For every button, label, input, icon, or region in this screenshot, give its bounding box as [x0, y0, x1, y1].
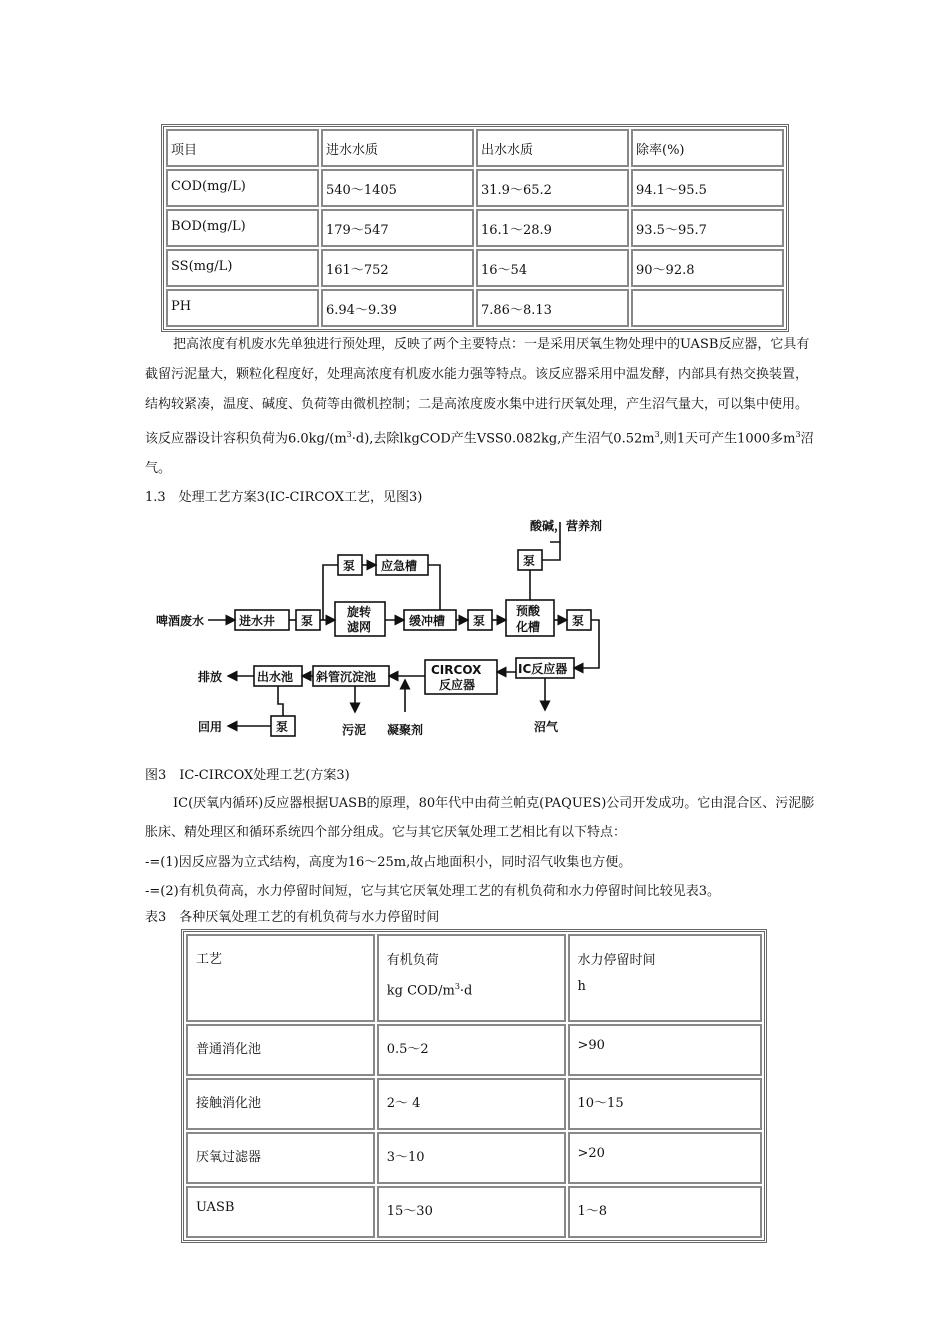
table-cell — [186, 934, 375, 1022]
diagram-label: 应急槽 — [381, 559, 418, 573]
diagram-label: 排放 — [198, 670, 223, 684]
diagram-label: 泵 — [343, 559, 356, 573]
table-cell: >90 — [568, 1024, 763, 1076]
table-row — [166, 289, 784, 327]
header-text: h — [577, 979, 586, 994]
table-cell — [377, 934, 566, 1022]
table-cell: 普通消化池 — [186, 1024, 375, 1076]
table-cell: 1～8 — [568, 1186, 763, 1238]
diagram-label: 泵 — [301, 614, 314, 628]
table-cell: UASB — [186, 1186, 375, 1238]
body-paragraph: IC(厌氧内循环)反应器根据UASB的原理，80年代中由荷兰帕克(PAQUES)公司开发成功。它由混合区、污泥膨胀床、精处理区和循环系统四个部分组成。它与其它厌氧处理工艺相比有以下特点： — [145, 796, 815, 840]
header-text: 水力停留时间 — [577, 953, 656, 968]
table-row — [166, 169, 784, 207]
paragraph-text: ,则1天可产生1000多m — [659, 431, 796, 447]
diagram-label: 沼气 — [534, 720, 559, 734]
table-row — [186, 1024, 762, 1076]
table-cell: 进水水质 — [321, 129, 474, 167]
table-cell: 项目 — [166, 129, 319, 167]
table-cell: 7.86～8.13 — [476, 289, 629, 327]
table-row — [166, 209, 784, 247]
table-cell: 161～752 — [321, 249, 474, 287]
diagram-label: 泵 — [276, 720, 289, 734]
table-cell — [568, 934, 763, 1022]
table-cell: 93.5～95.7 — [631, 209, 784, 247]
diagram-label: 化槽 — [516, 620, 541, 634]
header-text: kg COD/m — [386, 983, 455, 999]
table-cell: SS(mg/L) — [166, 249, 319, 287]
table-cell: 16.1～28.9 — [476, 209, 629, 247]
table-cell: 15～30 — [377, 1186, 566, 1238]
water-quality-table — [161, 124, 789, 332]
table-cell — [631, 289, 784, 327]
diagram-label: 回用 — [198, 720, 223, 734]
table-cell: BOD(mg/L) — [166, 209, 319, 247]
list-item: -=(2)有机负荷高，水力停留时间短，它与其它厌氧处理工艺的有机负荷和水力停留时间比较见表3。 — [145, 884, 720, 899]
section-heading: 1.3 处理工艺方案3(IC-CIRCOX工艺，见图3) — [145, 490, 423, 505]
table-cell: 94.1～95.5 — [631, 169, 784, 207]
table-cell: 540～1405 — [321, 169, 474, 207]
diagram-label: 泵 — [572, 614, 585, 628]
table-cell: 2～ 4 — [377, 1078, 566, 1130]
table-row — [166, 249, 784, 287]
diagram-label: 滤网 — [347, 620, 372, 634]
table-cell: 10～15 — [568, 1078, 763, 1130]
table-cell: 接触消化池 — [186, 1078, 375, 1130]
diagram-label: 反应器 — [439, 678, 476, 692]
header-text: 工艺 — [196, 952, 223, 967]
diagram-label: 预酸 — [516, 604, 541, 618]
diagram-label: 进水井 — [239, 614, 276, 628]
diagram-label: 泵 — [473, 614, 486, 628]
anaerobic-process-table — [181, 929, 767, 1243]
table-cell: 16～54 — [476, 249, 629, 287]
paragraph-text: ·d),去除lkgCOD产生VSS0.082kg,产生沼气0.52m — [351, 431, 655, 447]
superscript: 3 — [346, 430, 352, 439]
table-cell: 6.94～9.39 — [321, 289, 474, 327]
table-cell: 除率(%) — [631, 129, 784, 167]
superscript: 3 — [795, 430, 801, 439]
paragraph-text: 沼气。 — [145, 431, 814, 477]
table-cell: 0.5～2 — [377, 1024, 566, 1076]
table-cell: 90～92.8 — [631, 249, 784, 287]
body-paragraph — [145, 330, 817, 484]
diagram-label: 泵 — [523, 554, 536, 568]
diagram-label: CIRCOX — [431, 663, 482, 677]
diagram-label: 缓冲槽 — [409, 614, 446, 628]
superscript: 3 — [654, 430, 660, 439]
table-row — [186, 1186, 762, 1238]
table-cell: 3～10 — [377, 1132, 566, 1184]
diagram-label: 旋转 — [347, 605, 372, 619]
diagram-label: 污泥 — [342, 723, 367, 737]
diagram-label: 斜管沉淀池 — [316, 670, 377, 684]
header-text: ·d — [459, 983, 473, 999]
list-item: -=(1)因反应器为立式结构，高度为16～25m,故占地面积小，同时沼气收集也方便。 — [145, 855, 632, 870]
diagram-label: 凝聚剂 — [387, 723, 424, 737]
paragraph-text: 把高浓度有机废水先单独进行预处理，反映了两个主要特点：一是采用厌氧生物处理中的UASB反应器，它具有截留污泥量大，颗粒化程度好，处理高浓度有机废水能力强等特点。该反应器采用中温发酵，内部具有热交换装置，结构较紧凑，温度、碱度、负荷等由微机控制；二是高浓度废水集中进行厌氧处理，产生沼气量大，可以集中使用。该反应器设计容积负荷为6.0kg/(m — [145, 337, 810, 447]
table-cell: PH — [166, 289, 319, 327]
table-row — [186, 1078, 762, 1130]
table-cell: 31.9～65.2 — [476, 169, 629, 207]
process-flow-diagram — [150, 512, 620, 744]
header-text: 有机负荷 — [386, 953, 439, 968]
table-row — [186, 1132, 762, 1184]
table-cell: 厌氧过滤器 — [186, 1132, 375, 1184]
diagram-label: 啤酒废水 — [156, 614, 205, 628]
table-header-row — [186, 934, 762, 1022]
table-cell: 179～547 — [321, 209, 474, 247]
figure-caption: 图3 IC-CIRCOX处理工艺(方案3) — [145, 768, 350, 783]
table-cell: COD(mg/L) — [166, 169, 319, 207]
superscript: 3 — [454, 982, 460, 991]
table-caption: 表3 各种厌氧处理工艺的有机负荷与水力停留时间 — [145, 910, 440, 925]
table-cell: >20 — [568, 1132, 763, 1184]
diagram-label: 酸碱，营养剂 — [530, 519, 603, 533]
table-cell: 出水水质 — [476, 129, 629, 167]
table-header-row — [166, 129, 784, 167]
diagram-label: IC反应器 — [518, 662, 568, 676]
diagram-label: 出水池 — [257, 670, 294, 684]
